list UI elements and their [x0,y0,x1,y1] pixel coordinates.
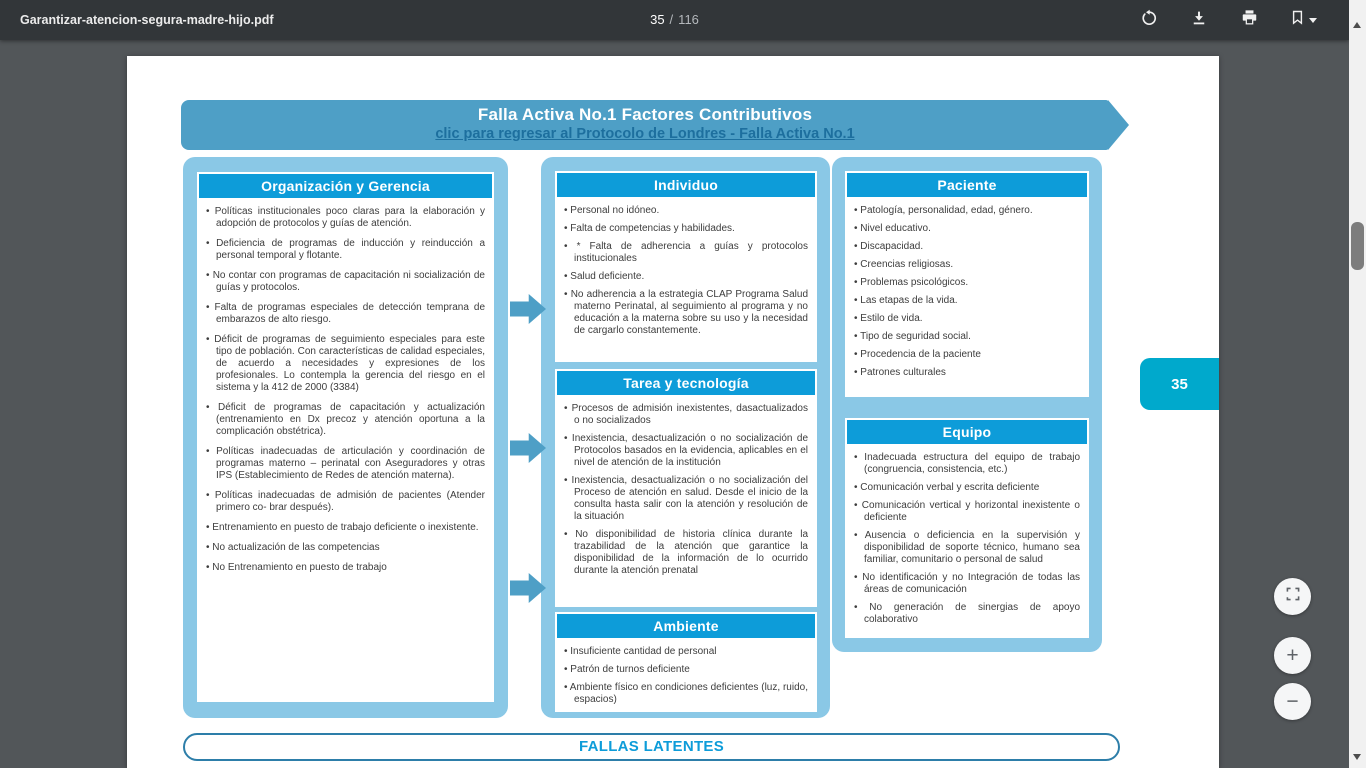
bullet-item: • Comunicación vertical y horizontal inexistente o deficiente [854,500,1080,524]
bullet-item: • Comunicación verbal y escrita deficiente [854,482,1080,494]
bullet-item: • Déficit de programas de seguimiento especiales para este tipo de población. Con características de calidad especiales, de acuerdo a necesidades y expresiones de los profesionales. Lo contempla la gerencia del riesgo en el sistema y la 412 de 2000 (3384) [206,334,485,394]
box-tarea-tecnologia [555,369,817,607]
bullet-item: • Insuficiente cantidad de personal [564,646,808,658]
bullet-list [555,395,817,583]
bullet-item: • Salud deficiente. [564,271,808,283]
bullet-list [845,197,1089,385]
scrollbar-thumb[interactable] [1351,222,1364,270]
bullet-item: • Las etapas de la vida. [854,295,1080,307]
box-title: Equipo [847,420,1087,444]
pdf-page [127,56,1219,768]
print-icon [1240,8,1259,32]
total-pages: 116 [678,12,699,27]
bullet-item: • Procedencia de la paciente [854,349,1080,361]
scroll-down-icon[interactable] [1353,754,1361,760]
scroll-up-icon[interactable] [1353,22,1361,28]
toolbar-actions [1139,0,1317,40]
box-ambiente [555,612,817,712]
bullet-item: • Políticas institucionales poco claras para la elaboración y adopción de protocolos y guías de atención. [206,206,485,230]
vertical-scrollbar[interactable] [1349,0,1366,768]
bullet-item: • * Falta de adherencia a guías y protocolos institucionales [564,241,808,265]
banner-title: Falla Activa No.1 Factores Contributivos [477,105,813,124]
box-organizacion-gerencia [197,172,494,702]
bullet-item: • No generación de sinergias de apoyo colaborativo [854,602,1080,626]
fullscreen-button[interactable] [1274,578,1311,615]
bullet-item: • No adherencia a la estrategia CLAP Programa Salud materno Perinatal, al seguimiento al programa y no educación a la materna sobre su uso y la necesidad de cargarlo constantemente. [564,289,808,337]
bullet-item: • Deficiencia de programas de inducción y reinducción a personal temporal y flotante. [206,238,485,262]
bullet-item: • Discapacidad. [854,241,1080,253]
bullet-item: • No Entrenamiento en puesto de trabajo [206,562,485,574]
bullet-item: • Políticas inadecuadas de admisión de pacientes (Atender primero co- brar después). [206,490,485,514]
print-button[interactable] [1239,10,1259,30]
bullet-item: • Procesos de admisión inexistentes, dasactualizados o no socializados [564,403,808,427]
bullet-list [555,197,817,343]
bullet-item: • No actualización de las competencias [206,542,485,554]
zoom-out-button[interactable]: − [1274,683,1311,720]
bullet-item: • Falta de competencias y habilidades. [564,223,808,235]
box-title: Organización y Gerencia [199,174,492,198]
box-title: Tarea y tecnología [557,371,815,395]
bullet-list [555,638,817,712]
chevron-down-icon [1309,18,1317,23]
bullet-item: • Nivel educativo. [854,223,1080,235]
bullet-item: • Falta de programas especiales de detección temprana de embarazos de alto riesgo. [206,302,485,326]
bullet-item: • Tipo de seguridad social. [854,331,1080,343]
bullet-item: • Patología, personalidad, edad, género. [854,205,1080,217]
document-title: Garantizar-atencion-segura-madre-hijo.pdf [20,13,274,27]
bullet-item: • No contar con programas de capacitación ni socialización de guías y protocolos. [206,270,485,294]
box-equipo [845,418,1089,638]
page-number-tab: 35 [1140,358,1219,410]
panel-middle [541,157,830,718]
page-indicator [650,0,699,40]
bullet-item: • Inexistencia, desactualización o no socialización del Proceso de atención en salud. Desde el inicio de la consulta hasta salir con la atención y resolución de la situación [564,475,808,523]
bullet-item: • Inadecuada estructura del equipo de trabajo (congruencia, consistencia, etc.) [854,452,1080,476]
zoom-in-button[interactable]: + [1274,637,1311,674]
rotate-button[interactable] [1139,10,1159,30]
box-title: Individuo [557,173,815,197]
protocol-return-link[interactable]: clic para regresar al Protocolo de Londres - Falla Activa No.1 [435,126,855,142]
download-icon [1190,9,1208,32]
bullet-item: • Problemas psicológicos. [854,277,1080,289]
active-failure-banner [181,100,1109,150]
download-button[interactable] [1189,10,1209,30]
fallas-latentes-bar: FALLAS LATENTES [183,733,1120,761]
bullet-item: • No identificación y no Integración de todas las áreas de comunicación [854,572,1080,596]
bullet-item: • Personal no idóneo. [564,205,808,217]
bullet-item: • Políticas inadecuadas de articulación y coordinación de programas materno – perinatal con Aseguradores y otras IPS (Establecimiento de Redes de atención materna). [206,446,485,482]
page-separator: / [669,12,674,27]
panel-organization [183,157,508,718]
bullet-item: • Déficit de programas de capacitación y actualización (entrenamiento en Dx precoz y atención oportuna a la complicación obstétrica). [206,402,485,438]
current-page-field[interactable]: 35 [650,12,665,27]
rotate-icon [1140,9,1158,32]
box-title: Ambiente [557,614,815,638]
bullet-list [845,444,1089,632]
box-individuo [555,171,817,362]
box-paciente [845,171,1089,397]
panel-right [832,157,1102,652]
fullscreen-icon [1285,586,1301,607]
bullet-list [197,198,494,580]
bullet-item: • Entrenamiento en puesto de trabajo deficiente o inexistente. [206,522,485,534]
bullet-item: • Ausencia o deficiencia en la supervisión y disponibilidad de soporte técnico, humano sea familiar, comunitario o personal de salud [854,530,1080,566]
box-title: Paciente [847,173,1087,197]
bullet-item: • Creencias religiosas. [854,259,1080,271]
bullet-item: • Estilo de vida. [854,313,1080,325]
bookmark-button[interactable] [1289,9,1317,31]
bullet-item: • No disponibilidad de historia clínica durante la trazabilidad de la atención que garantice la disponibilidad de la información de lo ocurrido durante la atención prenatal [564,529,808,577]
bullet-item: • Ambiente físico en condiciones deficientes (luz, ruido, espacios) [564,682,808,706]
pdf-toolbar [0,0,1349,40]
bullet-item: • Patrones culturales [854,367,1080,379]
bullet-item: • Inexistencia, desactualización o no socialización de Protocolos basados en la evidencia, aplicables en el nivel de atención de la institución [564,433,808,469]
bookmark-icon [1289,9,1306,31]
bullet-item: • Patrón de turnos deficiente [564,664,808,676]
